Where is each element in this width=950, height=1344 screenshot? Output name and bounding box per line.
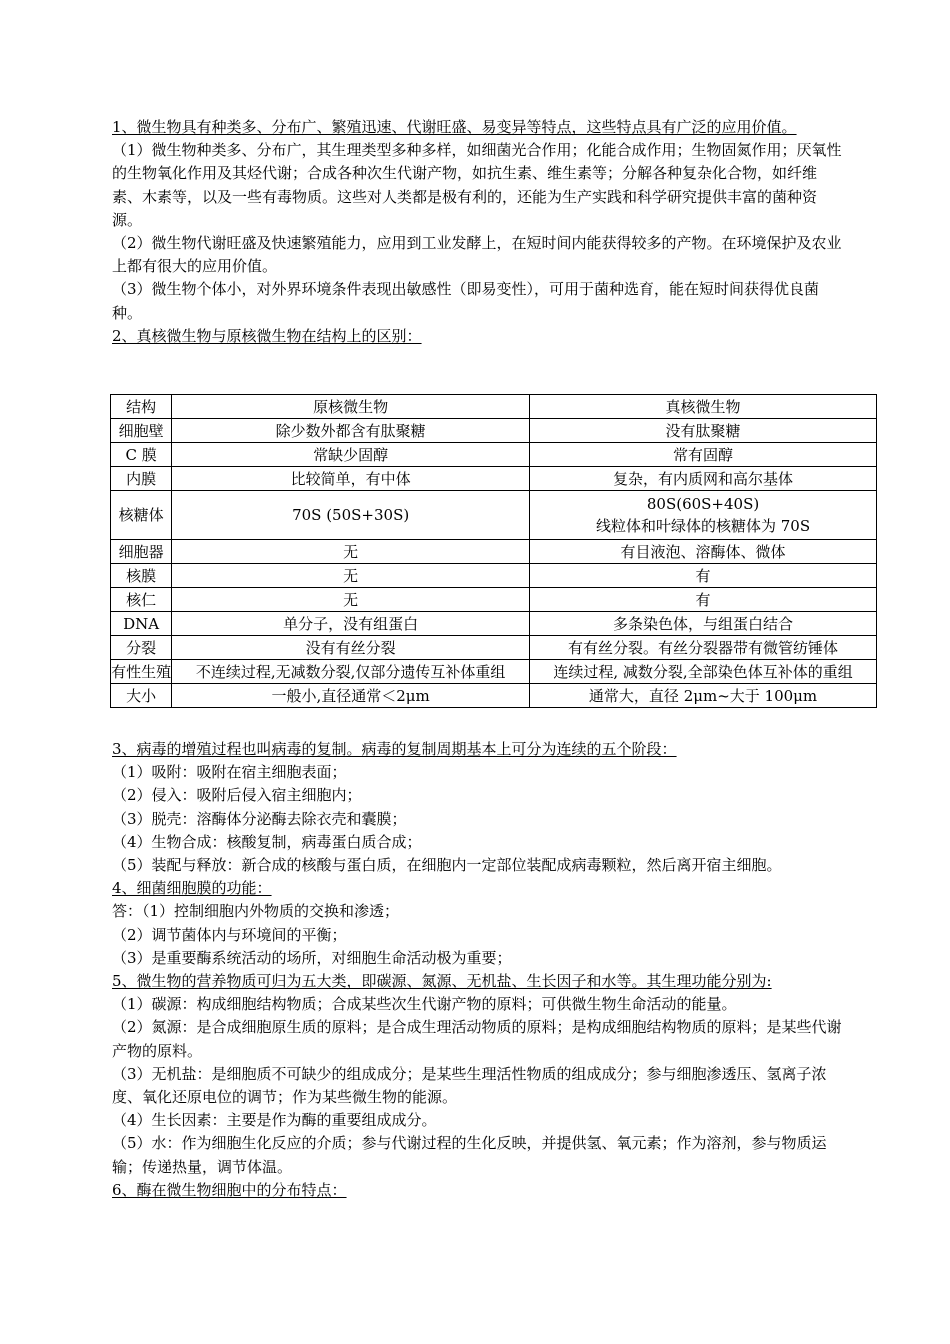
row-key: 核糖体 xyxy=(111,491,172,540)
row-eukaryote: 有目液泡、溶酶体、微体 xyxy=(530,540,877,564)
row-key: C 膜 xyxy=(111,443,172,467)
row-eukaryote xyxy=(530,491,877,540)
row-eukaryote: 有 xyxy=(530,588,877,612)
header-prokaryote: 原核微生物 xyxy=(172,395,530,419)
row-prokaryote: 没有有丝分裂 xyxy=(172,636,530,660)
table-row xyxy=(111,443,877,467)
header-structure: 结构 xyxy=(111,395,172,419)
list-item: 答：（1）控制细胞内外物质的交换和渗透； xyxy=(112,902,400,921)
row-key: 有性生殖 xyxy=(111,660,172,684)
list-item: （4）生物合成：核酸复制，病毒蛋白质合成； xyxy=(112,832,422,851)
row-eukaryote: 复杂，有内质网和高尔基体 xyxy=(530,467,877,491)
row-eukaryote: 有有丝分裂。有丝分裂器带有微管纺锤体 xyxy=(530,636,877,660)
section-1-paragraph-1: （1）微生物种类多、分布广，其生理类型多种多样，如细菌光合作用；化能合成作用；生物固氮作用；厌氧性的生物氧化作用及其烃代谢；合成各种次生代谢产物，如抗生素、维生素等；分解各种复杂化合物，如纤维素、木素等，以及一些有毒物质。这些对人类都是极有利的，还能为生产实践和科学研究提供丰富的菌种资源。 xyxy=(112,141,842,229)
row-key: 细胞壁 xyxy=(111,419,172,443)
header-eukaryote: 真核微生物 xyxy=(530,395,877,419)
row-key: 内膜 xyxy=(111,467,172,491)
list-item: （3）是重要酶系统活动的场所，对细胞生命活动极为重要； xyxy=(112,948,512,967)
row-eukaryote: 连续过程, 减数分裂,全部染色体互补体的重组 xyxy=(530,660,877,684)
section-4-heading: 4、细菌细胞膜的功能： xyxy=(112,879,272,898)
table-row xyxy=(111,540,877,564)
row-prokaryote: 70S (50S+30S) xyxy=(172,491,530,540)
row-prokaryote: 除少数外都含有肽聚糖 xyxy=(172,419,530,443)
list-item: （2）氮源：是合成细胞原生质的原料；是合成生理活动物质的原料；是构成细胞结构物质的原料；是某些代谢产物的原料。 xyxy=(112,1018,842,1060)
list-item: （1）碳源：构成细胞结构物质；合成某些次生代谢产物的原料；可供微生物生命活动的能量。 xyxy=(112,995,737,1014)
row-key: DNA xyxy=(111,612,172,636)
row-prokaryote: 无 xyxy=(172,588,530,612)
comparison-table xyxy=(110,394,877,708)
section-5-heading: 5、微生物的营养物质可归为五大类，即碳源、氮源、无机盐、生长因子和水等。其生理功能分别为: xyxy=(112,972,772,991)
row-key: 细胞器 xyxy=(111,540,172,564)
row-eukaryote: 有 xyxy=(530,564,877,588)
list-item: （3）脱壳：溶酶体分泌酶去除衣壳和囊膜； xyxy=(112,809,407,828)
table-row xyxy=(111,419,877,443)
table-row xyxy=(111,660,877,684)
list-item: （1）吸附：吸附在宿主细胞表面； xyxy=(112,763,347,782)
list-item: （3）无机盐：是细胞质不可缺少的组成成分；是某些生理活性物质的组成成分；参与细胞渗透压、氢离子浓度、氧化还原电位的调节；作为某些微生物的能源。 xyxy=(112,1064,827,1107)
section-1-paragraph-2: （2）微生物代谢旺盛及快速繁殖能力，应用到工业发酵上，在短时间内能获得较多的产物。在环境保护及农业上都有很大的应用价值。 xyxy=(112,234,842,276)
row-eukaryote: 通常大，直径 2μm~大于 100μm xyxy=(530,684,877,708)
row-prokaryote: 比较简单，有中体 xyxy=(172,467,530,491)
section-3-heading: 3、病毒的增殖过程也叫病毒的复制。病毒的复制周期基本上可分为连续的五个阶段： xyxy=(112,740,677,758)
list-item: （2）调节菌体内与环境间的平衡； xyxy=(112,925,347,944)
row-eukaryote: 常有固醇 xyxy=(530,443,877,467)
row-prokaryote: 不连续过程,无减数分裂,仅部分遗传互补体重组 xyxy=(172,660,530,684)
list-item: （4）生长因素：主要是作为酶的重要组成成分。 xyxy=(112,1111,437,1130)
section-1-paragraph-3: （3）微生物个体小，对外界环境条件表现出敏感性（即易变性），可用于菌种选育，能在短时间获得优良菌种。 xyxy=(112,280,820,322)
table-row xyxy=(111,636,877,660)
row-key: 分裂 xyxy=(111,636,172,660)
row-eukaryote: 多条染色体，与组蛋白结合 xyxy=(530,612,877,636)
row-prokaryote: 一般小,直径通常＜2μm xyxy=(172,684,530,708)
row-key: 核膜 xyxy=(111,564,172,588)
row-prokaryote: 无 xyxy=(172,564,530,588)
row-prokaryote: 常缺少固醇 xyxy=(172,443,530,467)
row-eukaryote: 没有肽聚糖 xyxy=(530,419,877,443)
table-row xyxy=(111,467,877,491)
section-6-heading: 6、酶在微生物细胞中的分布特点： xyxy=(112,1180,347,1199)
table-row xyxy=(111,588,877,612)
row-prokaryote: 无 xyxy=(172,540,530,564)
table-row xyxy=(111,491,877,540)
table-row xyxy=(111,564,877,588)
section-2-heading: 2、真核微生物与原核微生物在结构上的区别： xyxy=(112,326,422,345)
section-1-heading: 1、微生物具有种类多、分布广、繁殖迅速、代谢旺盛、易变异等特点，这些特点具有广泛的应用价值。 xyxy=(112,118,797,136)
document-body-top xyxy=(112,116,842,348)
row-eukaryote-line-1: 80S(60S+40S) xyxy=(646,495,760,513)
list-item: （5）水：作为细胞生化反应的介质；参与代谢过程的生化反映，并提供氢、氧元素；作为溶剂，参与物质运输；传递热量，调节体温。 xyxy=(112,1134,827,1176)
row-prokaryote: 单分子，没有组蛋白 xyxy=(172,612,530,636)
row-key: 大小 xyxy=(111,684,172,708)
row-key: 核仁 xyxy=(111,588,172,612)
document-body-bottom xyxy=(112,738,842,1202)
table-row xyxy=(111,684,877,708)
list-item: （2）侵入：吸附后侵入宿主细胞内； xyxy=(112,786,362,805)
table-row xyxy=(111,612,877,636)
row-eukaryote-line-2: 线粒体和叶绿体的核糖体为 70S xyxy=(595,517,811,535)
list-item: （5）装配与释放：新合成的核酸与蛋白质，在细胞内一定部位装配成病毒颗粒，然后离开宿主细胞。 xyxy=(112,856,782,875)
table-header-row xyxy=(111,395,877,419)
